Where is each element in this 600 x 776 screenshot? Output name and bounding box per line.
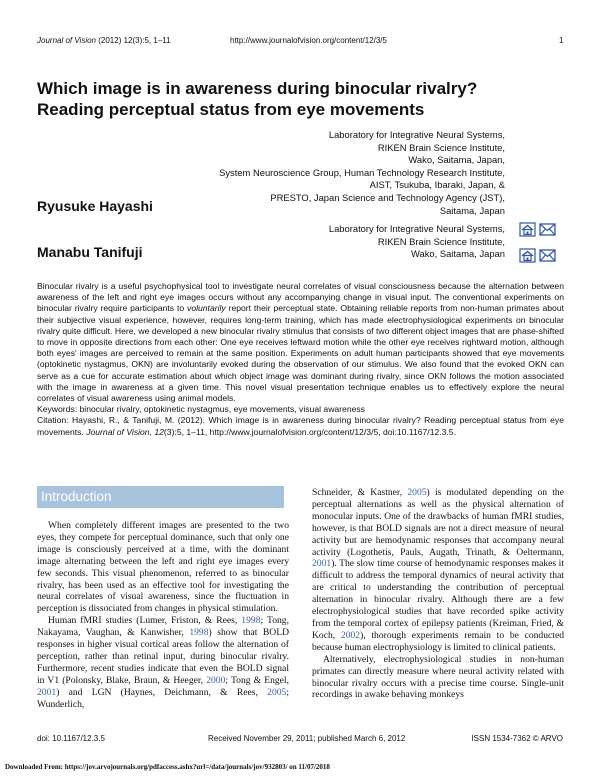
abstract-text-part: report their perceptual state. Obtaining reliable reports from non-human primates about their subjective visual experience, however, requires long-term training, which has made electrophysiological experiments on binocular rivalry quite difficult. Here, we developed a new binocular rivalry stimulus that consists of two different object images that are phase-shifted to move in opposite directions from each other: One eye receives leftward motion while the other eye receives rightward motion, although both eyes' images are perceived to remain at the same position. Experiments on adult human participants showed that eye movements (optokinetic nystagmus, OKN) are involuntarily evoked during the observation of our stimulus. We also found that the evoked OKN can serve as a cue for accurate estimation about which object image was dominant during rivalry, since OKN follows the motion associated with the image in awareness at a given time. This novel visual presentation technique enables us to effectively explore the neural correlates of visual awareness using animal models.: [37, 303, 564, 404]
author-2-name: Manabu Tanifuji: [37, 244, 143, 260]
author-2-affiliation: [329, 223, 505, 261]
article-url[interactable]: http://www.journalofvision.org/content/12/3/5: [230, 36, 387, 45]
author-2-links: [519, 248, 556, 263]
email-icon[interactable]: [539, 222, 556, 237]
paragraph: [37, 615, 289, 710]
reference-link[interactable]: 2002: [340, 629, 361, 641]
text-run: ). The slow time course of hemodynamic responses makes it difficult to address the temporal dynamics of neural activity that are critical to understanding the contribution of perceptual alternation in binocular rivalry. Although there are a few electrophysiological studies that have recorded spike activity from the temporal cortex of epilepsy patients (Kreiman, Fried, & Koch,: [312, 558, 564, 641]
reference-link[interactable]: 2000: [206, 674, 226, 686]
section-heading-introduction: Introduction: [37, 486, 284, 508]
paper-title: [37, 78, 577, 120]
text-run: ) and LGN (Haynes, Deichmann, & Rees,: [56, 686, 268, 698]
text-run: ; Tong, Nakayama, Vaughan, & Kanwisher,: [37, 615, 289, 639]
abstract-text: [37, 281, 564, 404]
footer-dates: Received November 29, 2011; published March 6, 2012: [208, 734, 406, 743]
reference-link[interactable]: 1998: [189, 627, 209, 639]
affiliation-line: PRESTO, Japan Science and Technology Agency (JST),: [270, 191, 505, 203]
right-column: [312, 487, 564, 701]
citation: [37, 415, 564, 437]
affiliation-line: System Neuroscience Group, Human Technology Research Institute,: [219, 166, 505, 178]
affiliation-line: AIST, Tsukuba, Ibaraki, Japan, &: [369, 179, 505, 191]
author-1-affiliation: [219, 129, 505, 217]
left-column: [37, 520, 289, 711]
footer-issn: ISSN 1534-7362 © ARVO: [471, 734, 563, 743]
citation-prefix: Citation: Hayashi, R., & Tanifuji, M. (2012). Which image is in awareness during binocular rivalry? Reading perceptual status from eye movements.: [37, 415, 564, 437]
text-run: ; Wunderlich,: [37, 686, 289, 710]
home-icon[interactable]: [519, 248, 536, 263]
affiliation-line: Saitama, Japan: [439, 204, 505, 216]
affiliation-line: Laboratory for Integrative Neural Systems,: [328, 223, 505, 234]
affiliation-line: RIKEN Brain Science Institute,: [377, 141, 505, 153]
reference-link[interactable]: 1998: [241, 615, 261, 627]
email-icon[interactable]: [539, 248, 556, 263]
text-run: Schneider, & Kastner,: [312, 487, 408, 498]
affiliation-line: Laboratory for Integrative Neural Systems,: [328, 129, 505, 140]
abstract-emphasis: voluntarily: [187, 303, 226, 314]
paragraph: Alternatively, electrophysiological studies in non-human primates can directly measure where neural activity related with binocular rivalry occurs with a precise time course. Single-unit recordings in awake behaving monkeys: [312, 653, 564, 701]
journal-header: [37, 36, 171, 45]
affiliation-line: Wako, Saitama, Japan,: [408, 154, 505, 166]
abstract: [37, 281, 564, 438]
page-number: 1: [559, 36, 564, 45]
footer-doi: doi: 10.1167/12.3.5: [37, 734, 105, 743]
citation-suffix: (3):5, 1–11, http://www.journalofvision.org/content/12/3/5, doi:10.1167/12.3.5.: [163, 426, 456, 437]
download-notice: Downloaded From: https://jov.arvojournals.org/pdfaccess.ashx?url=/data/journals/jov/932803/ on 11/07/2018: [5, 763, 330, 771]
text-run: ; Tong & Engel,: [225, 674, 289, 686]
reference-link[interactable]: 2001: [312, 558, 332, 570]
home-icon[interactable]: [519, 222, 536, 237]
paragraph: [312, 487, 564, 654]
abstract-text-part: Binocular rivalry is a useful psychophysical tool to investigate neural correlates of visual consciousness because the alternation between awareness of the left and right eye images occurs without any accompanying change in visual input. The conventional experiments on binocular rivalry require participants to: [37, 281, 564, 314]
reference-link[interactable]: 2001: [37, 686, 57, 698]
reference-link[interactable]: 2005: [267, 686, 287, 698]
paragraph: When completely different images are presented to the two eyes, they compete for perceptual dominance, such that only one image is consciously perceived at a time, with the dominant image alternating between the left and right eye images every few seconds. This visual phenomenon, referred to as binocular rivalry, has been used as an effective tool for investigating the neural correlates of visual awareness, since the fluctuation in perception is dissociated from changes in physical stimulation.: [37, 520, 289, 615]
text-run: ), thorough experiments remain to be conducted because human electrophysiology is limited to clinical patients.: [312, 629, 565, 653]
text-run: ) is modulated depending on the perceptual alternations as well as the physical alternation of monocular inputs. One of the drawbacks of human fMRI studies, however, is that BOLD signals are not a direct measure of neural activity but are hemodynamic responses that accompany neural activity (Logothetis, Pauls, Augath, Trinath, & Oeltermann,: [312, 487, 564, 558]
title-line-2: Reading perceptual status from eye movements: [37, 100, 425, 119]
journal-citation: (2012) 12(3):5, 1–11: [98, 36, 171, 45]
affiliation-line: RIKEN Brain Science Institute,: [377, 235, 505, 247]
keywords: Keywords: binocular rivalry, optokinetic nystagmus, eye movements, visual awareness: [37, 404, 365, 415]
author-1-links: [519, 222, 556, 237]
text-run: ) show that BOLD responses in higher visual cortical areas follow the alternation of perception, rather than retinal input, during binocular rivalry. Furthermore, recent studies indicate that even the BOLD signal in V1 (Polonsky, Blake, Braun, & Heeger,: [37, 627, 289, 686]
text-run: Human fMRI studies (Lumer, Friston, & Rees,: [48, 615, 242, 627]
journal-name: Journal of Vision: [37, 36, 96, 45]
citation-journal: Journal of Vision, 12: [86, 426, 164, 437]
reference-link[interactable]: 2005: [407, 487, 427, 498]
title-line-1: Which image is in awareness during binocular rivalry?: [37, 79, 478, 98]
author-1-name: Ryusuke Hayashi: [37, 198, 153, 214]
affiliation-line: Wako, Saitama, Japan: [411, 248, 505, 260]
